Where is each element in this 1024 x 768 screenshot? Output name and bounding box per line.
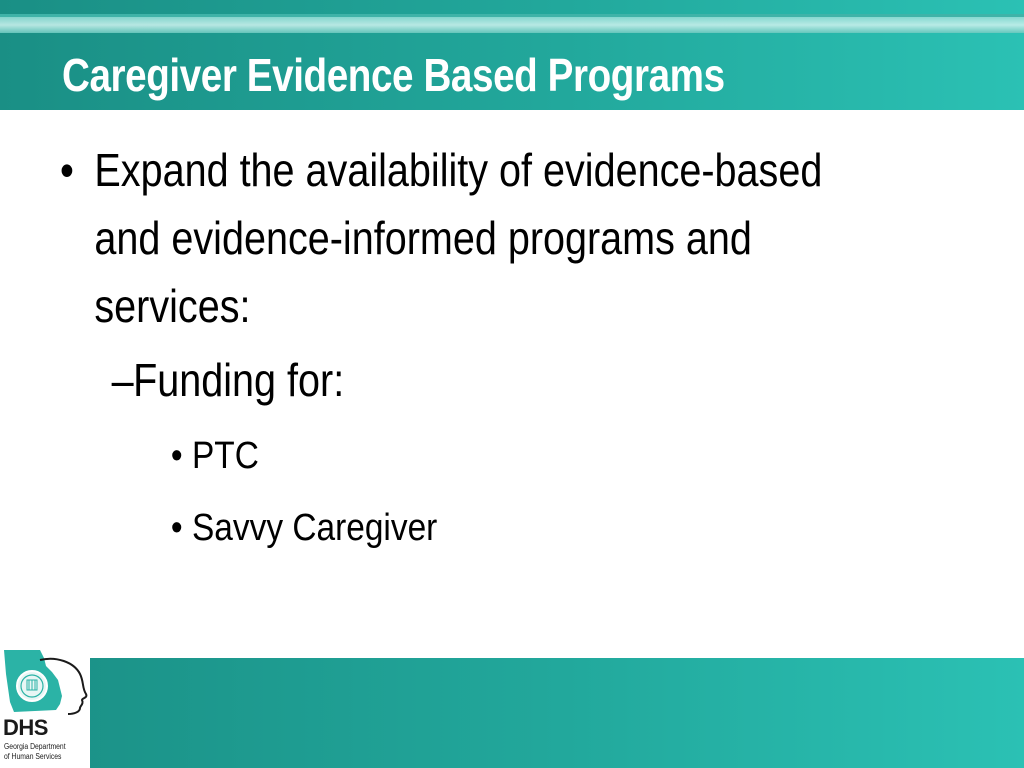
bullet-text: Savvy Caregiver [192,507,438,549]
header-band [0,0,1024,110]
bullet-line: services: [94,280,251,332]
bullet-text: Funding for: [133,354,345,406]
slide-body [60,136,980,552]
bullet-level-3 [60,432,870,480]
bullet-text: PTC [192,435,259,477]
bullet-level-1 [60,136,1006,340]
logo-org-name [4,742,72,762]
bullet-line: Expand the availability of evidence-based [94,144,823,196]
logo-abbrev: DHS [3,715,48,740]
bullet-level-2 [60,352,851,408]
header-highlight-stripe [0,17,1024,33]
bullet-marker: • [170,507,183,549]
bullet-marker: • [170,435,183,477]
bullet-level-3 [60,504,870,552]
bullet-line: and evidence-informed programs and [94,212,752,264]
dash-marker: – [111,354,134,406]
footer-band [0,658,1024,768]
bullet-marker: • [60,144,74,196]
logo-org-line: of Human Services [4,752,62,761]
slide-title: Caregiver Evidence Based Programs [62,49,725,101]
logo-org-line: Georgia Department [4,742,66,751]
